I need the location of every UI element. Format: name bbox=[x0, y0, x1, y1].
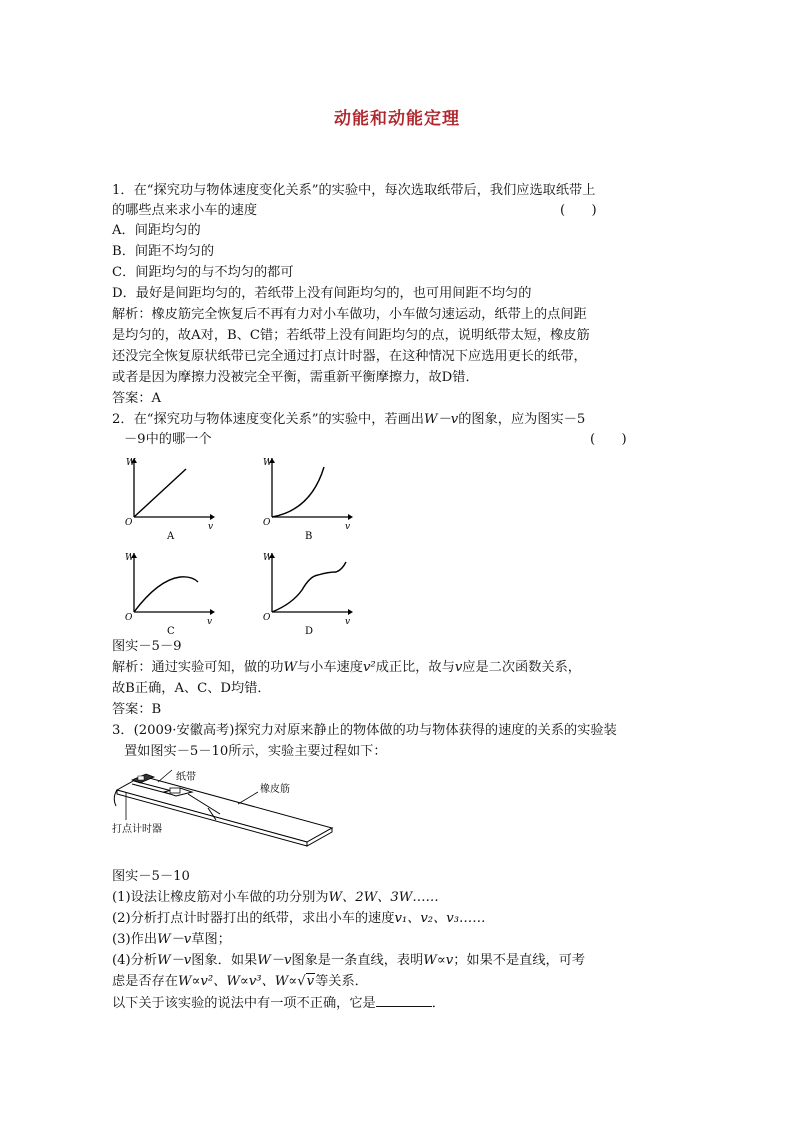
q1-analysis-line1: 解析：橡皮筋完全恢复后不再有力对小车做功，小车做匀速运动，纸带上的点间距 bbox=[112, 307, 587, 322]
q1-stem-line1: 1．在“探究功与物体速度变化关系”的实验中，每次选取纸带后，我们应选取纸带上 bbox=[112, 183, 596, 198]
q3-step4-g: ；如果不是直线，可考 bbox=[453, 953, 586, 968]
graph-b-ylabel: W bbox=[263, 458, 273, 468]
q2-analysis-b: 与小车速度 bbox=[297, 660, 363, 675]
q3-step4-line2 bbox=[112, 972, 368, 992]
q1-analysis-line3: 还没完全恢复原状纸带已完全通过打点计时器，在这种情况下应选用更长的纸带， bbox=[112, 349, 587, 364]
q3-step3-a: (3)作出 bbox=[112, 932, 158, 947]
q3-step2 bbox=[112, 909, 485, 929]
graph-c-xlabel: v bbox=[207, 617, 213, 627]
graph-c-ylabel: W bbox=[125, 553, 135, 563]
q1-analysis-line2: 是均匀的，故A对，B、C错；若纸带上没有间距均匀的点，说明纸带太短，橡皮筋 bbox=[112, 328, 590, 343]
q2-analysis-line2: 故B正确，A、C、D均错． bbox=[112, 681, 271, 696]
label-rubber-band: 橡皮筋 bbox=[260, 784, 290, 795]
q3-figure-caption: 图实－5－10 bbox=[112, 869, 190, 884]
graph-c bbox=[118, 550, 218, 640]
q3-step4-b: W－v bbox=[157, 953, 192, 968]
graph-a-tag: A bbox=[167, 531, 175, 542]
q1-stem-line2: 的哪些点来求小车的速度 bbox=[112, 203, 258, 218]
graph-d-xlabel: v bbox=[345, 617, 351, 627]
graph-a-curve bbox=[134, 469, 186, 517]
apparatus-figure bbox=[112, 768, 342, 864]
label-timer: 打点计时器 bbox=[112, 824, 162, 835]
graph-a bbox=[118, 455, 218, 545]
q3-step4-line2-b: W∝v²、W∝v³、W∝ bbox=[177, 974, 298, 989]
q2-stem-line2: －9中的哪一个 bbox=[124, 432, 212, 447]
q3-step4-line1 bbox=[112, 951, 585, 971]
graph-d-tag: D bbox=[305, 626, 314, 637]
q3-step4-e: 图象是一条直线，表明 bbox=[291, 953, 424, 968]
graph-b-origin: O bbox=[263, 518, 271, 528]
q2-stem-text-a: 2．在“探究功与物体速度变化关系”的实验中，若画出 bbox=[112, 412, 424, 427]
q2-analysis-d: 应是二次函数关系， bbox=[462, 660, 581, 675]
q1-option-a: A．间距均匀的 bbox=[112, 223, 201, 238]
q2-answer: 答案：B bbox=[112, 702, 162, 717]
q2-analysis-w: W bbox=[283, 660, 297, 675]
q1-analysis-line4: 或者是因为摩擦力没被完全平衡，需重新平衡摩擦力，故D错． bbox=[112, 370, 479, 385]
q3-step4-d: W－v bbox=[257, 953, 292, 968]
q2-stem-line1 bbox=[112, 410, 585, 430]
q2-analysis-v2: v² bbox=[362, 660, 376, 675]
graph-c-curve bbox=[134, 577, 198, 612]
q3-step4-line2-c: 等关系． bbox=[315, 974, 368, 989]
q1-option-c: C．间距均匀的与不均匀的都可 bbox=[112, 265, 294, 280]
graph-d bbox=[256, 550, 356, 640]
q3-step3-c: 草图； bbox=[191, 932, 231, 947]
graph-a-ylabel: W bbox=[126, 458, 136, 468]
q1-answer-paren: ( ) bbox=[560, 203, 597, 218]
graph-b bbox=[256, 455, 356, 545]
graph-b-tag: B bbox=[305, 531, 313, 542]
q3-step1 bbox=[112, 888, 439, 908]
q2-answer-paren: ( ) bbox=[590, 432, 627, 447]
q3-step3-b: W－v bbox=[157, 932, 192, 947]
q3-stem-line2: 置如图实－5－10所示，实验主要过程如下： bbox=[124, 744, 387, 759]
q3-step2-a: (2)分析打点计时器打出的纸带，求出小车的速度 bbox=[112, 911, 395, 926]
q3-final-text: 以下关于该实验的说法中有一项不正确，它是 bbox=[112, 996, 376, 1011]
q2-figure-caption: 图实－5－9 bbox=[112, 639, 182, 654]
graph-b-curve bbox=[272, 467, 324, 517]
q2-analysis-line1 bbox=[112, 658, 581, 678]
q3-final-question bbox=[112, 993, 445, 1014]
page-title: 动能和动能定理 bbox=[334, 109, 460, 129]
q3-final-end: ． bbox=[431, 996, 445, 1011]
q3-step1-a: (1)设法让橡皮筋对小车做的功分别为 bbox=[112, 890, 329, 905]
q2-analysis-c: 成正比，故与 bbox=[375, 660, 455, 675]
graph-c-tag: C bbox=[167, 626, 175, 637]
sqrt-symbol: √ bbox=[297, 974, 306, 989]
graph-d-ylabel: W bbox=[263, 553, 273, 563]
q3-stem-line1: 3．(2009·安徽高考)探究力对原来静止的物体做的功与物体获得的速度的关系的实验装 bbox=[112, 723, 617, 738]
q1-answer: 答案：A bbox=[112, 391, 162, 406]
q1-option-b: B．间距不均匀的 bbox=[112, 244, 215, 259]
graph-d-origin: O bbox=[263, 613, 271, 623]
q3-step3 bbox=[112, 930, 231, 950]
q3-step4-a: (4)分析 bbox=[112, 953, 158, 968]
graph-d-curve bbox=[272, 562, 346, 612]
q3-step2-b: v₁、v₂、v₃…… bbox=[394, 911, 486, 926]
q3-step1-b: W、2W、3W…… bbox=[328, 890, 439, 905]
label-tape: 纸带 bbox=[176, 772, 196, 783]
q2-analysis-v: v bbox=[454, 660, 463, 675]
graph-b-xlabel: v bbox=[345, 522, 351, 532]
q2-stem-var: W－v bbox=[424, 412, 459, 427]
q3-step4-line2-a: 虑是否存在 bbox=[112, 974, 178, 989]
graph-a-origin: O bbox=[125, 518, 133, 528]
q2-analysis-a: 解析：通过实验可知，做的功 bbox=[112, 660, 284, 675]
answer-blank[interactable] bbox=[376, 993, 432, 1007]
graph-a-xlabel: v bbox=[208, 522, 214, 532]
q3-step4-c: 图象．如果 bbox=[191, 953, 258, 968]
q1-option-d: D．最好是间距均匀的，若纸带上没有间距均匀的，也可用间距不均匀的 bbox=[112, 286, 532, 301]
graph-c-origin: O bbox=[125, 613, 133, 623]
q3-step4-line2-sqrt: v bbox=[306, 974, 315, 989]
q3-step4-f: W∝v bbox=[423, 953, 454, 968]
q2-stem-text-b: 的图象，应为图实－5 bbox=[458, 412, 586, 427]
